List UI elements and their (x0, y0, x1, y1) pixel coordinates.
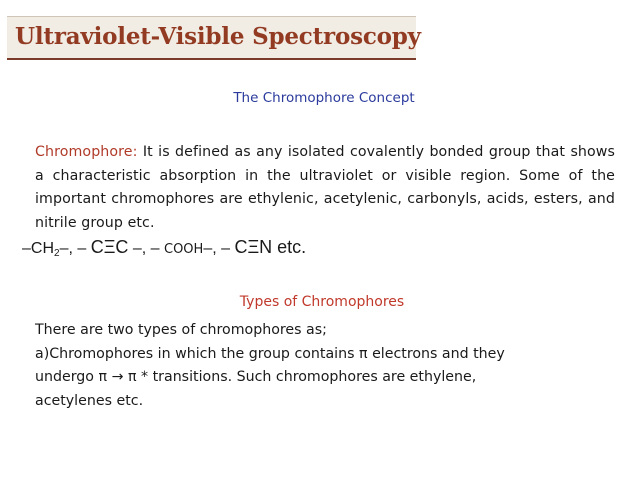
types-line: undergo π → π * transitions. Such chromophores are ethylene, (35, 369, 477, 385)
formula-part-2: –, – (59, 240, 91, 257)
formula-subscript: 2 (54, 248, 60, 259)
formula-part-7: CΞN etc. (234, 237, 307, 257)
types-line: acetylenes etc. (35, 392, 144, 409)
definition-lead: Chromophore: (35, 144, 138, 160)
formula-part-4: –, – (128, 240, 164, 257)
types-line: a)Chromophores in which the group contains π electrons and they (35, 345, 505, 362)
types-heading (0, 294, 638, 310)
concept-heading (0, 90, 638, 106)
title-bar (7, 16, 421, 58)
definition-text: It is defined as any isolated covalently bonded group that shows a characteristic absorption in the ultraviolet or visible region. Some of the important chromophores are ethylenic, acetylenic, carbonyls, acids, esters, and nitrile group etc. (35, 144, 615, 231)
types-paragraph (35, 319, 620, 413)
types-heading-text: Types of Chromophores (239, 294, 405, 310)
formula-part-6: –, – (203, 240, 235, 257)
types-line: There are two types of chromophores as; (35, 322, 327, 338)
formula-part-5: COOH (164, 242, 204, 257)
slide-title: Ultraviolet-Visible Spectroscopy (15, 23, 421, 50)
concept-heading-text: The Chromophore Concept (233, 90, 415, 106)
formula-part-1: –CH (22, 240, 55, 257)
chromophore-formula (22, 237, 306, 259)
definition-paragraph (35, 141, 615, 235)
formula-part-3: CΞC (90, 237, 129, 257)
